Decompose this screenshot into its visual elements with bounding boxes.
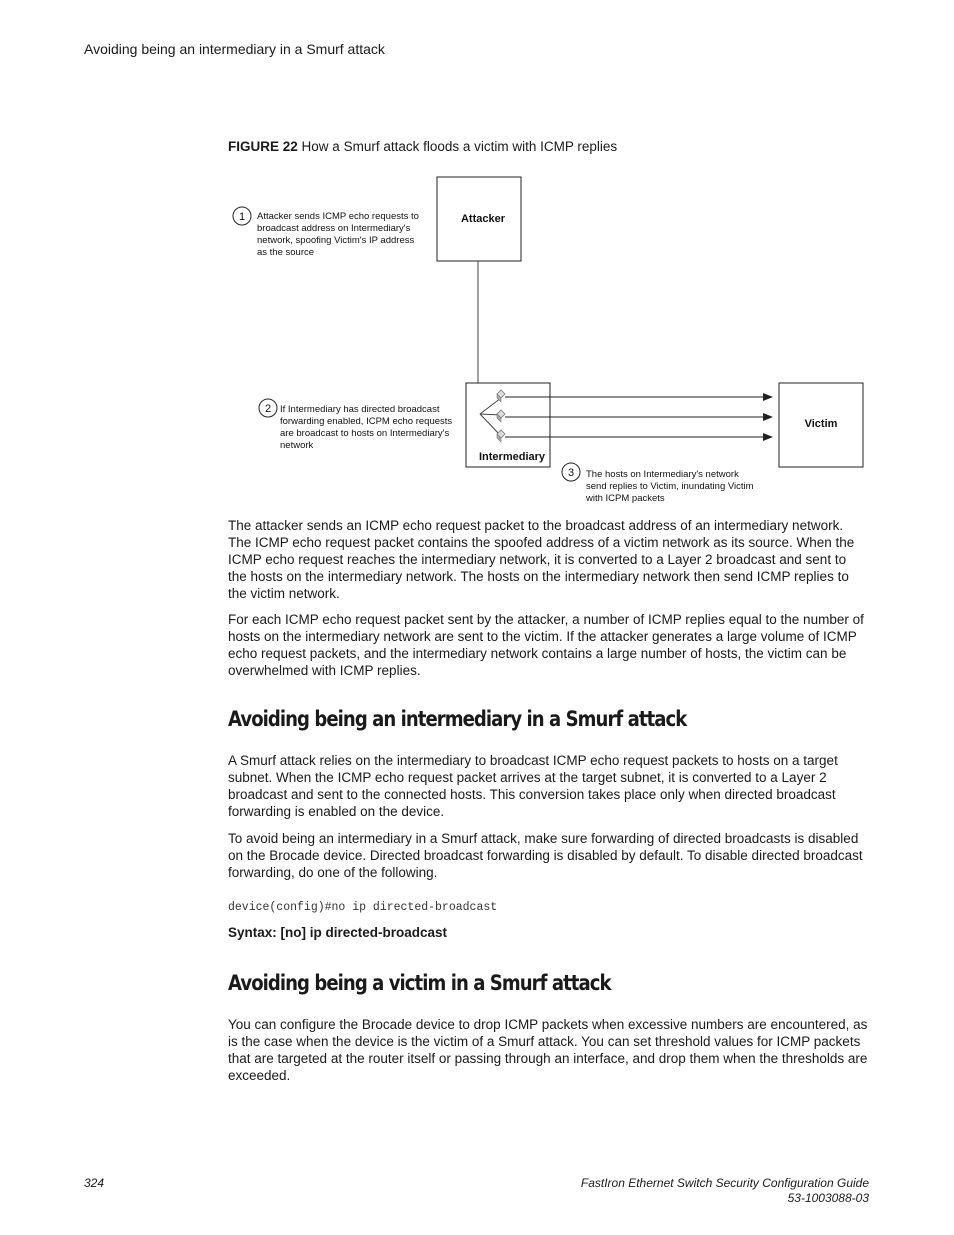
step-1-line: Attacker sends ICMP echo requests to	[257, 211, 419, 222]
intermediary-label: Intermediary	[478, 451, 546, 463]
step-1-line: as the source	[257, 247, 315, 258]
step-1-number: 1	[238, 211, 246, 223]
attacker-label: Attacker	[460, 213, 506, 225]
step-2-line: network	[280, 440, 314, 451]
smurf-attack-diagram	[228, 170, 878, 510]
step-2-line: forwarding enabled, ICPM echo requests	[280, 416, 453, 427]
code-example: device(config)#no ip directed-broadcast	[228, 901, 498, 914]
step-2-number: 2	[264, 403, 272, 415]
step-3-annotation	[562, 463, 754, 504]
step-2-line: are broadcast to hosts on Intermediary's	[280, 428, 450, 439]
paragraph: The attacker sends an ICMP echo request packet to the broadcast address of an intermediary network. The ICMP echo request packet contains the spoofed address of a victim network as its source. When the ICMP echo request reaches the intermediary network, it is converted to a Layer 2 broadcast and sent to the hosts on the intermediary network. The hosts on the intermediary network then send ICMP replies to the victim network.	[228, 518, 855, 601]
step-3-number: 3	[567, 467, 575, 479]
step-3-line: send replies to Victim, inundating Victim	[586, 481, 754, 492]
victim-label: Victim	[804, 418, 838, 430]
step-2-annotation	[259, 399, 452, 451]
paragraph: For each ICMP echo request packet sent by the attacker, a number of ICMP replies equal to the number of hosts on the intermediary network are sent to the victim. If the attacker generates a large volume of ICMP echo request packets, and the intermediary network contains a large number of hosts, the victim can be overwhelmed with ICMP replies.	[228, 612, 864, 678]
step-3-line: with ICPM packets	[586, 493, 665, 504]
figure-label: FIGURE 22	[228, 139, 298, 154]
paragraph: To avoid being an intermediary in a Smurf attack, make sure forwarding of directed broadcasts is disabled on the Brocade device. Directed broadcast forwarding is disabled by default. To disable directed broadcast forwarding, do one of the following.	[228, 831, 863, 880]
step-1-annotation	[233, 207, 419, 258]
section-heading-intermediary: Avoiding being an intermediary in a Smurf attack	[228, 707, 687, 731]
page-number: 324	[84, 1176, 105, 1190]
running-header: Avoiding being an intermediary in a Smurf attack	[84, 41, 385, 57]
footer-doc-info	[581, 1176, 869, 1206]
step-1-line: broadcast address on Intermediary's	[257, 223, 411, 234]
doc-title: FastIron Ethernet Switch Security Configuration Guide	[580, 1176, 869, 1190]
step-1-line: network, spoofing Victim's IP address	[257, 235, 415, 246]
paragraph: You can configure the Brocade device to drop ICMP packets when excessive numbers are encountered, as is the case when the device is the victim of a Smurf attack. You can set threshold values for ICMP packets that are targeted at the router itself or passing through an interface, and drop them when the thresholds are exceeded.	[228, 1017, 868, 1083]
figure-caption-text: How a Smurf attack floods a victim with ICMP replies	[301, 139, 618, 154]
paragraph: A Smurf attack relies on the intermediary to broadcast ICMP echo request packets to hosts on a target subnet. When the ICMP echo request packet arrives at the target subnet, it is converted to a Layer 2 broadcast and sent to the connected hosts. This conversion takes place only when directed broadcast forwarding is enabled on the device.	[228, 753, 838, 819]
figure-caption	[228, 139, 617, 154]
step-2-line: If Intermediary has directed broadcast	[280, 404, 440, 415]
doc-number: 53-1003088-03	[787, 1191, 869, 1205]
section-heading-victim: Avoiding being a victim in a Smurf attack	[228, 971, 611, 995]
syntax-line: Syntax: [no] ip directed-broadcast	[228, 925, 448, 940]
step-3-line: The hosts on Intermediary's network	[586, 469, 739, 480]
